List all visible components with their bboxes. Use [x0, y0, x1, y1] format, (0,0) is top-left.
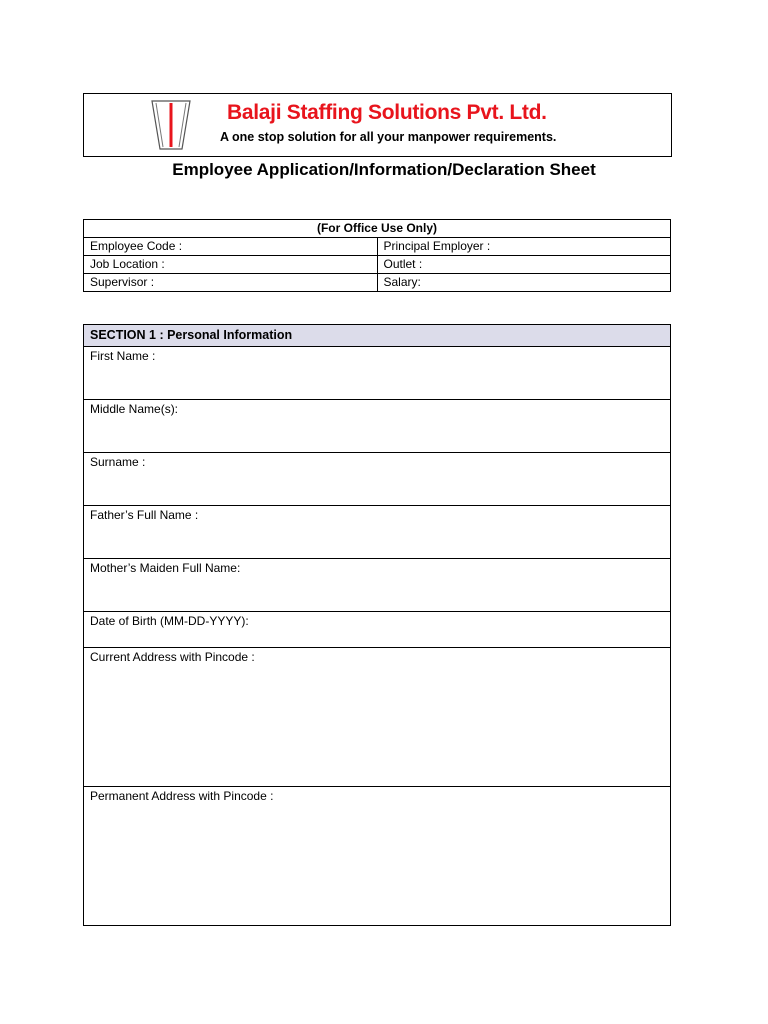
outlet-field[interactable]: Outlet :: [377, 256, 671, 274]
current-address-field[interactable]: Current Address with Pincode :: [84, 648, 671, 787]
father-full-name-field[interactable]: Father’s Full Name :: [84, 506, 671, 559]
employee-code-field[interactable]: Employee Code :: [84, 238, 378, 256]
personal-information-section: [83, 324, 671, 926]
office-use-table: [83, 219, 671, 292]
supervisor-field[interactable]: Supervisor :: [84, 274, 378, 292]
principal-employer-field[interactable]: Principal Employer :: [377, 238, 671, 256]
surname-field[interactable]: Surname :: [84, 453, 671, 506]
company-tagline: A one stop solution for all your manpower requirements.: [220, 130, 557, 144]
first-name-field[interactable]: First Name :: [84, 347, 671, 400]
company-header: [83, 93, 672, 157]
salary-field[interactable]: Salary:: [377, 274, 671, 292]
job-location-field[interactable]: Job Location :: [84, 256, 378, 274]
section-1-heading: SECTION 1 : Personal Information: [84, 325, 671, 347]
middle-name-field[interactable]: Middle Name(s):: [84, 400, 671, 453]
date-of-birth-field[interactable]: Date of Birth (MM-DD-YYYY):: [84, 612, 671, 648]
office-use-heading: (For Office Use Only): [84, 220, 671, 238]
permanent-address-field[interactable]: Permanent Address with Pincode :: [84, 787, 671, 926]
company-logo-icon: [150, 99, 192, 151]
page-title: Employee Application/Information/Declaration Sheet: [172, 160, 596, 179]
mother-maiden-name-field[interactable]: Mother’s Maiden Full Name:: [84, 559, 671, 612]
company-name: Balaji Staffing Solutions Pvt. Ltd.: [227, 101, 547, 124]
